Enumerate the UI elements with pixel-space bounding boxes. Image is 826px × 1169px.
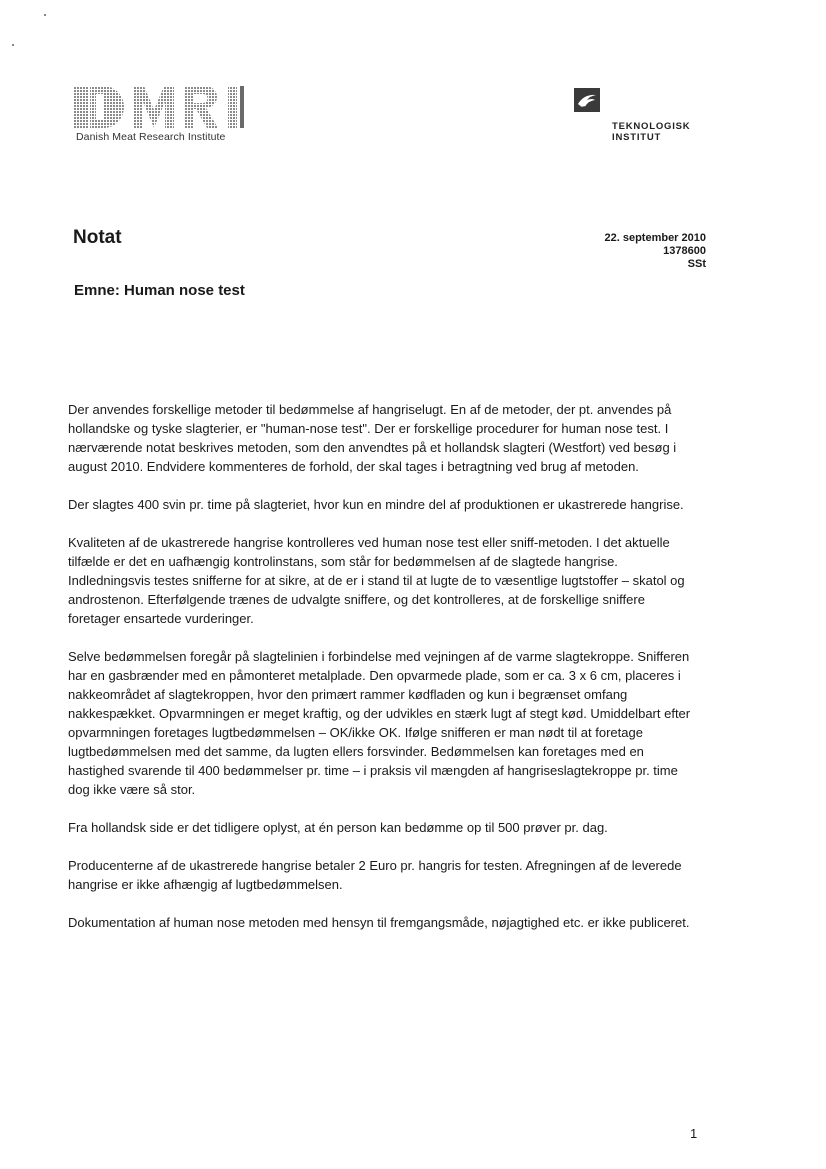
paragraph: Der anvendes forskellige metoder til bedømmelse af hangriselugt. En af de metoder, der pt. anvendes på hollandske og tyske slagterier, er "human-nose test". Der er forskellige procedurer for human nose test. I nærværende notat beskrives metoden, som den anvendtes på et hollandsk slagteri (Westfort) ved besøg i august 2010. Endvidere kommenteres de forhold, der skal tages i betragtning ved brug af metoden. (68, 402, 677, 474)
document-meta (604, 232, 706, 271)
meta-date: 22. september 2010 (604, 232, 706, 244)
paragraph: Producenterne af de ukastrerede hangrise betaler 2 Euro pr. hangris for testen. Afregningen af de leverede hangrise er ikke afhængig af lugtbedømmelsen. (68, 858, 682, 892)
document-title: Notat (73, 227, 122, 248)
page-number: 1 (690, 1126, 698, 1141)
document-body (68, 400, 696, 951)
paragraph: Der slagtes 400 svin pr. time på slagteriet, hvor kun en mindre del af produktionen er ukastrerede hangrise. (68, 497, 684, 512)
meta-number: 1378600 (663, 245, 706, 257)
paragraph: Dokumentation af human nose metoden med hensyn til fremgangsmåde, nøjagtighed etc. er ikke publiceret. (68, 915, 690, 930)
logo-right-line2: INSTITUT (612, 132, 662, 143)
dmri-subtitle: Danish Meat Research Institute (76, 131, 226, 143)
paragraph: Selve bedømmelsen foregår på slagtelinien i forbindelse med vejningen af de varme slagtekroppe. Snifferen har en gasbrænder med en påmonteret metalplade. Den opvarmede plade, som er ca. 3 x 6 cm, placeres i nakkeområdet af slagtekroppen, hvor den primært rammer kødfladen og kun i begrænset omfang nakkespækket. Opvarmningen er meget kraftig, og der udvikles en stærk lugt af stegt kød. Umiddelbart efter opvarmningen foretages lugtbedømmelsen – OK/ikke OK. Ifølge snifferen er man nødt til at foretage lugtbedømmelsen med det samme, da lugten ellers forsvinder. Bedømmelsen kan foretages med en hastighed svarende til 400 bedømmelser pr. time – i praksis vil mængden af hangriseslagtekroppe pr. time dog ikke være så stor. (68, 649, 691, 797)
paragraph: Fra hollandsk side er det tidligere oplyst, at én person kan bedømme op til 500 prøver pr. dag. (68, 820, 608, 835)
teknologisk-institut-name (612, 121, 690, 143)
teknologisk-institut-logo (574, 88, 704, 148)
logo-right-line1: TEKNOLOGISK (612, 121, 691, 132)
document-subject: Emne: Human nose test (74, 282, 245, 299)
teknologisk-institut-icon (574, 88, 600, 112)
paragraph: Kvaliteten af de ukastrerede hangrise kontrolleres ved human nose test eller sniff-metoden. I det aktuelle tilfælde er det en uafhængig kontrolinstans, som står for bedømmelsen af de slagtede hangrise. Indledningsvis testes snifferne for at sikre, at de er i stand til at lugte de to væsentlige lugtstoffer – skatol og androstenon. Efterfølgende trænes de udvalgte sniffere, og det kontrolleres, at de forskellige sniffere foretager ensartede vurderinger. (68, 535, 685, 626)
dmri-logo-mark (74, 84, 254, 130)
meta-initials: SSt (687, 258, 706, 270)
